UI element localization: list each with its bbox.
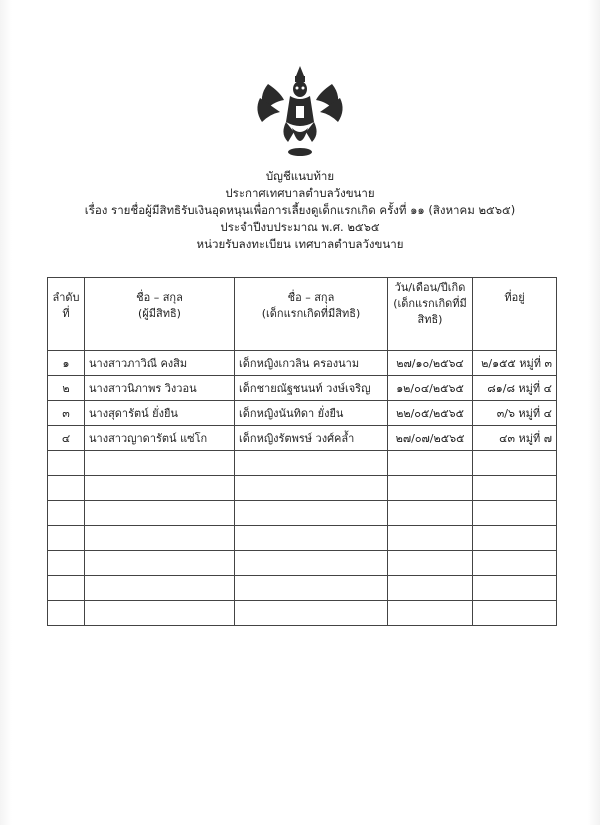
header-name [85,278,235,351]
header-child-line1: ชื่อ – สกุล [287,291,335,304]
cell-name: นางสาวญาดารัตน์ แซ่โก [85,426,235,451]
cell-name: นางสุดารัตน์ ยั่งยืน [85,401,235,426]
header-dob-line1: วัน/เดือน/ปีเกิด [394,281,466,294]
cell-no: ๑ [48,351,85,376]
header-child [235,278,388,351]
table-row [48,376,557,401]
cell-name: นางสาวภาวิณี คงสิม [85,351,235,376]
cell-no: ๒ [48,376,85,401]
empty-row [48,451,557,476]
garuda-emblem-icon [250,62,350,162]
header-no [48,278,85,351]
empty-row [48,501,557,526]
title-line-2: ประกาศเทศบาลตำบลวังขนาย [225,186,375,200]
empty-row [48,576,557,601]
table-row [48,426,557,451]
cell-address: ๓/๖ หมู่ที่ ๔ [473,401,557,426]
cell-child: เด็กชายณัฐชนนท์ วงษ์เจริญ [235,376,388,401]
beneficiary-table [47,277,557,626]
cell-address: ๘๑/๘ หมู่ที่ ๔ [473,376,557,401]
empty-row [48,601,557,626]
cell-address: ๔๓ หมู่ที่ ๗ [473,426,557,451]
header-address-label: ที่อยู่ [504,291,525,304]
cell-name: นางสาวนิภาพร วิงวอน [85,376,235,401]
empty-row [48,551,557,576]
header-child-line2: (เด็กแรกเกิดที่มีสิทธิ) [261,307,361,320]
header-name-line1: ชื่อ – สกุล [136,291,183,304]
header-no-line1: ลำดับ [52,291,80,304]
title-line-1: บัญชีแนบท้าย [265,169,335,183]
title-line-3: เรื่อง รายชื่อผู้มีสิทธิรับเงินอุดหนุนเพื่อการเลี้ยงดูเด็กแรกเกิด ครั้งที่ ๑๑ (สิงหาคม ๒๕๖๕) [84,203,516,217]
title-line-4: ประจำปีงบประมาณ พ.ศ. ๒๕๖๕ [220,220,380,234]
table-row [48,401,557,426]
title-line-5: หน่วยรับลงทะเบียน เทศบาลตำบลวังขนาย [196,237,404,251]
cell-child: เด็กหญิงรัตพรษ์ วงศ์คล้ำ [235,426,388,451]
cell-dob: ๑๒/๐๔/๒๕๖๕ [388,376,473,401]
empty-row [48,476,557,501]
empty-row [48,526,557,551]
cell-dob: ๒๗/๑๐/๒๕๖๔ [388,351,473,376]
cell-no: ๓ [48,401,85,426]
header-dob-line2: (เด็กแรกเกิดที่มี [393,297,467,310]
table-row [48,351,557,376]
header-address [473,278,557,351]
header-dob [388,278,473,351]
cell-child: เด็กหญิงเกวลิน ครองนาม [235,351,388,376]
header-no-line2: ที่ [62,307,70,320]
cell-child: เด็กหญิงนันทิดา ยั่งยืน [235,401,388,426]
cell-address: ๒/๑๕๕ หมู่ที่ ๓ [473,351,557,376]
cell-dob: ๒๒/๐๕/๒๕๖๕ [388,401,473,426]
header-name-line2: (ผู้มีสิทธิ) [138,307,181,320]
header-dob-line3: สิทธิ) [417,313,443,326]
table-header-row [48,278,557,351]
cell-no: ๔ [48,426,85,451]
cell-dob: ๒๗/๐๗/๒๕๖๕ [388,426,473,451]
